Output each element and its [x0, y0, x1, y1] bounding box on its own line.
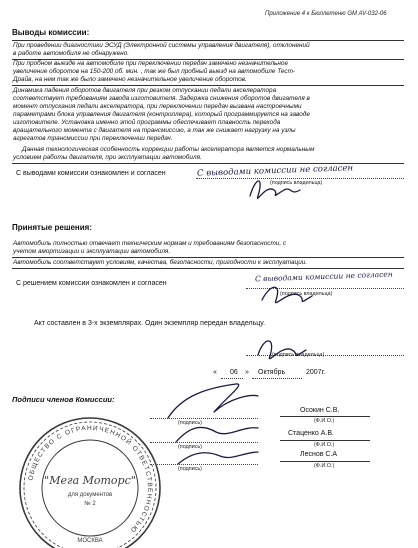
decisions-agree-label: С решением комиссии ознакомлен и согласен — [16, 280, 167, 287]
stamp-company-name: "Мега Моторс" — [44, 474, 136, 487]
member-name-caption: (Ф.И.О.) — [314, 463, 335, 469]
conclusions-signature-caption: (подпись владельца) — [270, 180, 323, 186]
act-date-month: Октябрь — [258, 369, 286, 376]
member-signature-caption: (подпись) — [178, 466, 202, 472]
member-signature-caption: (подпись) — [178, 444, 202, 450]
member-name-caption: (Ф.И.О.) — [314, 418, 335, 424]
stamp-ring-text: ОБЩЕСТВО С ОГРАНИЧЕННОЙ ОТВЕТСТВЕННОСТЬЮ — [27, 424, 154, 535]
act-statement: Акт составлен в 3-х экземплярах. Один экземпляр передан владельцу. — [34, 320, 266, 327]
act-signature-caption: (подпись владельца) — [272, 352, 325, 358]
member-name: Осокин С.В. — [300, 407, 340, 414]
act-date-day: 06 — [230, 369, 238, 376]
decisions-signature-caption: (подпись владельца) — [280, 291, 333, 297]
member-name: Стаценко А.В. — [288, 430, 334, 437]
stamp-line-3: № 2 — [84, 501, 96, 507]
inspection-act-page: Приложение 4 к Бюллетеню GM AV-032-06 Выводы комиссии: При проведении диагностики ЭСУД (Электронной системы управления двигателя), отклонений в работе автомобиля не обнаружено. При пробном выезде на автомобиле при переключении передач замечено незначительное увеличение оборотов на 150-200 об. мин. , так же был пробный выезд на автомобиле Тест- Драйв, на нем так же было замечено незначительное увеличение оборотов. Динамика падения оборотов двигателя при резком отпускании педали акселератора соответствует требованиям завода изготовителя. Задержка снижения оборотов двигателя в момент отпускания педали акселератора, при переключении передач вызвана настроечными параметрами блока управления двигателя (контроллера), который программируется на заводе изготовителе. Установка именно этой программы обеспечивает плавность перехода вращательного момента с двигателя на трансмиссию, а так же снижает нагрузку на узлы агрегатов трансмиссии при переключении передач. Данная технологическая особенность коррекции работы акселератора является нормальным условием работы двигателя, при эксплуатации автомобиля. С выводами комиссии ознакомлен и согласен С выводами комиссии не согласен (подпись владельца) Принятые решения: Автомобиль полностью отвечает техническим нормам и требованиям безопасности, с учетом амортизации и эксплуатации автомобиля. Автомобиль соответствует условиям, качества, безопасности, пригодности к эксплуатации. С решением комиссии ознакомлен и согласен С выводами комиссии не согласен (подпись владельца) Акт составлен в 3-х экземплярах. Один экземпляр передан владельцу. (подпись владельца) « 06 » Октябрь 2007г. Подписи членов Комиссии: (подпись) Осокин С.В. (Ф.И.О.) (подпись) Стаценко А.В. (Ф.И.О.) (подпись) Леснов С.А (Ф.И.О.) ОБЩЕСТВО С ОГРАНИЧЕННОЙ ОТВЕТСТВЕННОСТЬЮ МОСКВА "Мега Моторс" для документов № 2 — [0, 0, 418, 548]
member-name-caption: (Ф.И.О.) — [314, 442, 335, 448]
decisions-title: Принятые решения: — [12, 223, 93, 232]
header-reference: Приложение 4 к Бюллетеню GM AV-032-06 — [265, 11, 387, 17]
decisions-paragraph-2: Автомобиль соответствует условиям, качества, безопасности, пригодности к эксплуатации. — [13, 259, 308, 266]
conclusions-agree-label: С выводами комиссии ознакомлен и согласен — [16, 170, 166, 177]
decisions-handwritten-note: С выводами комиссии не согласен — [254, 269, 393, 284]
member-signature-caption: (подпись) — [178, 420, 202, 426]
conclusions-title: Выводы комиссии: — [12, 28, 90, 37]
stamp-line-2: для документов — [67, 492, 113, 498]
conclusions-handwritten-note: С выводами комиссии не согласен — [196, 163, 354, 179]
act-date-year: 2007г. — [306, 369, 326, 376]
members-title: Подписи членов Комиссии: — [12, 395, 115, 404]
member-name: Леснов С.А — [300, 451, 338, 458]
stamp-ring-bottom-text: МОСКВА — [77, 538, 103, 544]
